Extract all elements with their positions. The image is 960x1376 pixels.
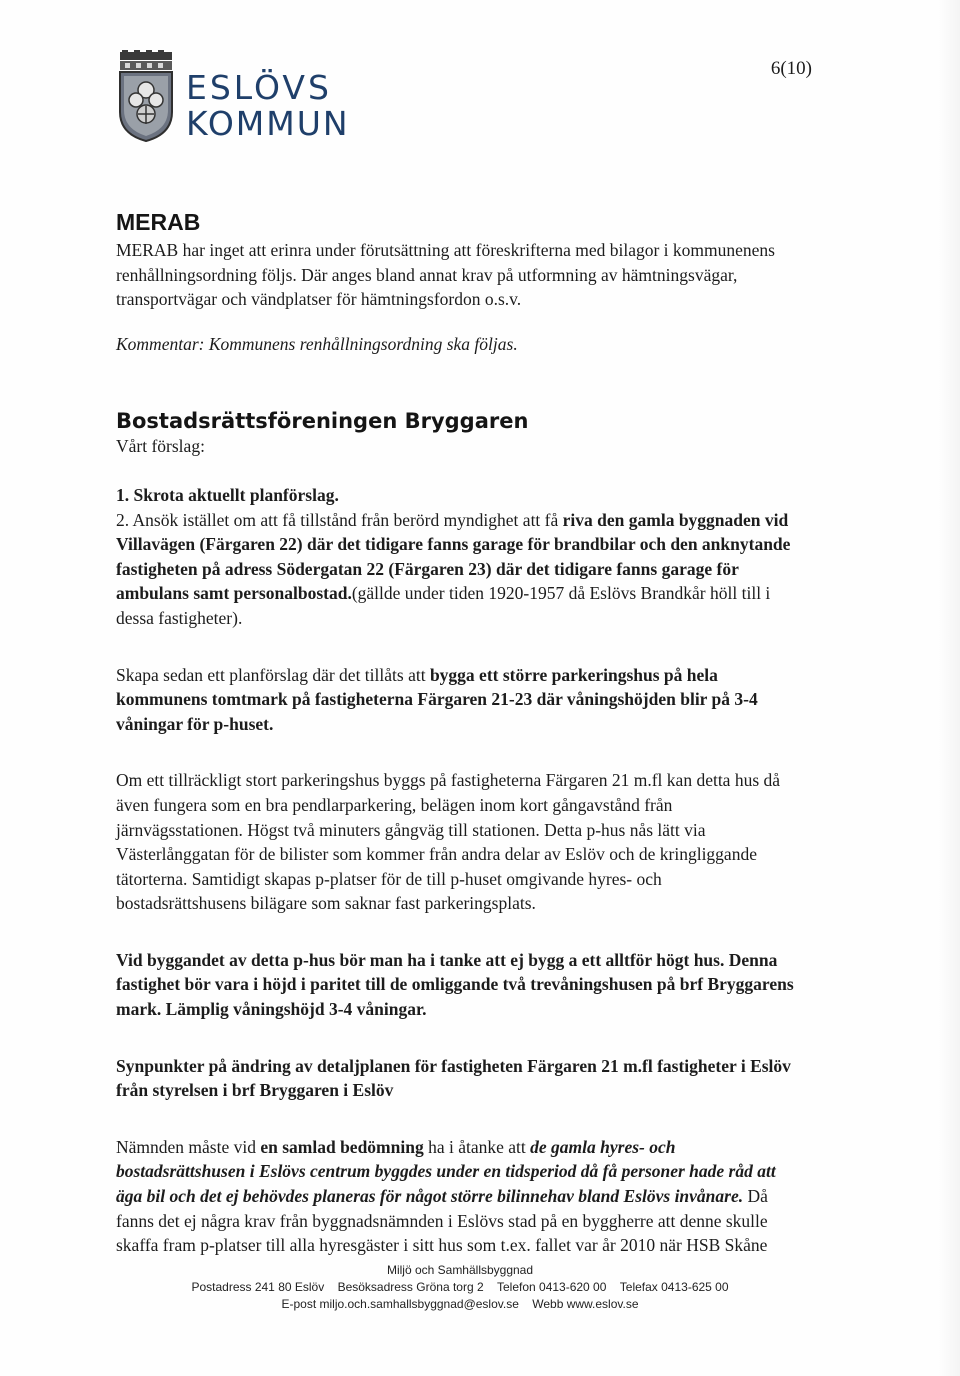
proposal-item-1: 1. Skrota aktuellt planförslag.: [116, 484, 339, 505]
proposal-item-2: [116, 508, 796, 631]
proposal-item-2-lead: 2. Ansök istället om att få tillstånd från berörd myndighet att få: [116, 509, 563, 530]
paragraph-namnden-part-4: de gamla hyres- och bostadsrättshusen i Eslövs centrum byggdes under en tidsperiod då få personer hade råd att äga bil och det ej behövdes planeras för något större bilinnehav bland Eslövs invånare.: [116, 1136, 776, 1207]
paragraph-namnden: [116, 1135, 796, 1258]
footer-web: Webb www.eslov.se: [532, 1297, 639, 1311]
logo-line-2: KOMMUN: [186, 104, 350, 143]
scan-shadow: [938, 0, 960, 1376]
bryggaren-intro: Vårt förslag:: [116, 436, 205, 457]
paragraph-skapa-lead: Skapa sedan ett planförslag där det tillåts att: [116, 664, 430, 685]
page-number: 6(10): [770, 58, 812, 79]
paragraph-om: Om ett tillräckligt stort parkeringshus byggs på fastigheterna Färgaren 21 m.fl kan detta hus då även fungera som en bra pendlarparkering, belägen inom kort gångavstånd från järnvägsstationen. Högst två minuters gångväg till stationen. Detta p-hus nås lätt via Västerlånggatan för de bilister som kommer från andra delar av Eslöv och de kringliggande tätorterna. Samtidigt skapas p-platser för de till p-huset omgivande hyres- och bostadsrättshusens bilägare som saknar fast parkeringsplats.: [116, 770, 781, 914]
footer-email: E-post miljo.och.samhallsbyggnad@eslov.se: [281, 1297, 519, 1311]
footer-department: Miljö och Samhällsbyggnad: [386, 1263, 534, 1277]
paragraph-skapa: [116, 663, 796, 737]
footer-contact-row: [0, 1279, 920, 1296]
footer-phone: Telefon 0413-620 00: [496, 1280, 607, 1294]
merab-paragraph: MERAB har inget att erinra under förutsättning att föreskrifterna med bilagor i kommunenens renhållningsordning följs. Där anges bland annat krav på utformning av hämtningsvägar, transportvägar och vändplatser för hämtningsfordon o.s.v.: [116, 240, 775, 310]
paragraph-namnden-part-2: en samlad bedömning: [260, 1136, 424, 1157]
paragraph-namnden-part-3: ha i åtanke att: [423, 1136, 531, 1157]
merab-comment: Kommentar: Kommunens renhållningsordning ska följas.: [116, 333, 518, 354]
footer-online-row: [0, 1296, 920, 1313]
eslovs-kommun-logo: [116, 50, 356, 144]
logo-wordmark: [186, 70, 350, 142]
paragraph-namnden-part-5: Då fanns det ej några krav från byggnadsnämnden i Eslövs stad på en byggherre att denne skulle skaffa fram p-platser till alla hyresgäster i sitt hus som t.ex. fallet var år 2010 när HSB Skåne: [116, 1186, 768, 1256]
logo-line-1: ESLÖVS: [186, 68, 332, 107]
footer-postal: Postadress 241 80 Eslöv: [191, 1280, 325, 1294]
document-body: [116, 208, 796, 1258]
footer-fax: Telefax 0413-625 00: [619, 1280, 729, 1294]
footer-visit: Besöksadress Gröna torg 2: [337, 1280, 484, 1294]
proposal-item-2-bold: riva den gamla byggnaden vid Villavägen (Färgaren 22) där det tidigare fanns garage för brandbilar och den anknytande fastigheten på adress Södergatan 22 (Färgaren 23) där det tidigare fanns garage för ambulans samt personalbostad.: [116, 509, 791, 604]
municipal-crest-icon: [116, 50, 176, 142]
page-footer: [0, 1262, 920, 1313]
paragraph-namnden-part-1: Nämnden måste vid: [116, 1136, 261, 1157]
paragraph-skapa-bold: bygga ett större parkeringshus på hela kommunens tomtmark på fastigheterna Färgaren 21-23 där våningshöjden blir på 3-4 våningar för p-huset.: [116, 664, 758, 734]
bryggaren-heading: Bostadsrättsföreningen Bryggaren: [116, 409, 529, 434]
paragraph-vid: Vid byggandet av detta p-hus bör man ha i tanke att ej bygg a ett alltför högt hus. Denna fastighet bör vara i höjd i paritet till de omliggande två trevåningshusen på brf Bryggarens mark. Lämplig våningshöjd 3-4 våningar.: [116, 949, 794, 1020]
merab-heading: MERAB: [116, 209, 201, 235]
proposal-item-2-tail: (gällde under tiden 1920-1957 då Eslövs Brandkår höll till i dessa fastigheter).: [116, 583, 771, 628]
paragraph-synpunkter: Synpunkter på ändring av detaljplanen för fastigheten Färgaren 21 m.fl fastigheter i Eslöv från styrelsen i brf Bryggaren i Eslöv: [116, 1055, 791, 1101]
